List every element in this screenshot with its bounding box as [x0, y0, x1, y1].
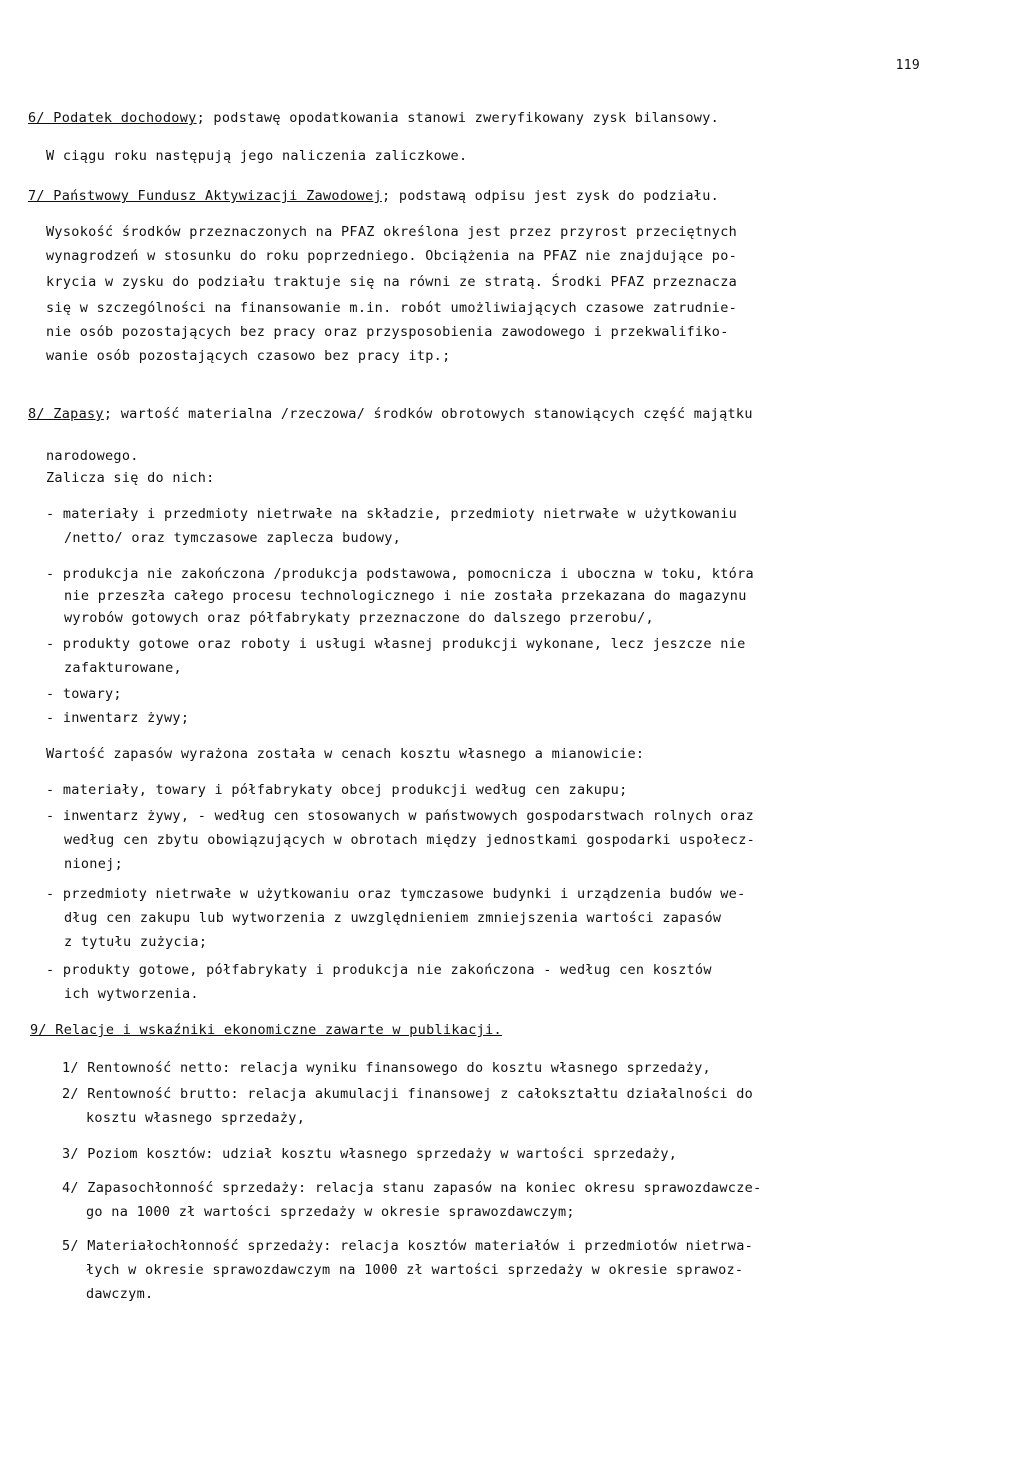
sec7-line5: się w szczególności na finansowanie m.in. robót umożliwiających czasowe zatrudnie- — [46, 300, 738, 316]
sec6-label: 6/ Podatek dochodowy — [28, 110, 197, 126]
sec6-text1: ; podstawę opodatkowania stanowi zweryfikowany zysk bilansowy. — [196, 110, 720, 126]
sec6-line1 — [28, 108, 719, 128]
sec8-bullet5: - inwentarz żywy; — [46, 710, 190, 726]
sec8-valuation3b: dług cen zakupu lub wytworzenia z uwzględnieniem zmniejszenia wartości zapasów — [64, 910, 722, 926]
sec7-line2: Wysokość środków przeznaczonych na PFAZ określona jest przez przyrost przeciętnych — [46, 224, 738, 240]
sec8-bullet1b: /netto/ oraz tymczasowe zaplecza budowy, — [64, 530, 402, 546]
sec8-valuation4a: - produkty gotowe, półfabrykaty i produkcja nie zakończona - według cen kosztów — [46, 962, 712, 978]
sec7-text1: ; podstawą odpisu jest zysk do podziału. — [381, 188, 720, 204]
sec6-line2: W ciągu roku następują jego naliczenia zaliczkowe. — [46, 148, 468, 164]
sec8-line1 — [28, 404, 753, 424]
sec9-item5a: 5/ Materiałochłonność sprzedaży: relacja kosztów materiałów i przedmiotów nietrwa- — [62, 1238, 754, 1254]
sec9-item5c: dawczym. — [86, 1286, 154, 1302]
sec8-valuation4b: ich wytworzenia. — [64, 986, 199, 1002]
sec8-bullet1a: - materiały i przedmioty nietrwałe na składzie, przedmioty nietrwałe w użytkowaniu — [46, 506, 738, 522]
sec7-line6: nie osób pozostających bez pracy oraz przysposobienia zawodowego i przekwalifiko- — [46, 324, 729, 340]
sec9-item4b: go na 1000 zł wartości sprzedaży w okresie sprawozdawczym; — [86, 1204, 575, 1220]
page-number: 119 — [895, 58, 920, 73]
sec7-label: 7/ Państwowy Fundusz Aktywizacji Zawodowej — [28, 188, 382, 204]
sec9-item3: 3/ Poziom kosztów: udział kosztu własnego sprzedaży w wartości sprzedaży, — [62, 1146, 678, 1162]
sec9-item1: 1/ Rentowność netto: relacja wyniku finansowego do kosztu własnego sprzedaży, — [62, 1060, 711, 1076]
sec9-item5b: łych w okresie sprawozdawczym na 1000 zł wartości sprzedaży w okresie sprawoz- — [86, 1262, 744, 1278]
sec8-bullet2c: wyrobów gotowych oraz półfabrykaty przeznaczone do dalszego przerobu/, — [64, 610, 654, 626]
sec8-bullet3b: zafakturowane, — [64, 660, 182, 676]
sec7-line4: krycia w zysku do podziału traktuje się na równi ze stratą. Środki PFAZ przeznacza — [46, 274, 738, 290]
sec8-valuation3a: - przedmioty nietrwałe w użytkowaniu oraz tymczasowe budynki i urządzenia budów we- — [46, 886, 746, 902]
sec8-valuation2c: nionej; — [64, 856, 123, 872]
sec7-line7: wanie osób pozostających czasowo bez pracy itp.; — [46, 348, 451, 364]
sec9-item2a: 2/ Rentowność brutto: relacja akumulacji finansowej z całokształtu działalności do — [62, 1086, 754, 1102]
sec8-valuation3c: z tytułu zużycia; — [64, 934, 208, 950]
sec8-valuation2a: - inwentarz żywy, - według cen stosowanych w państwowych gospodarstwach rolnych oraz — [46, 808, 754, 824]
sec9-item4a: 4/ Zapasochłonność sprzedaży: relacja stanu zapasów na koniec okresu sprawozdawcze- — [62, 1180, 762, 1196]
sec8-line2: narodowego. — [46, 448, 139, 464]
sec8-bullet4: - towary; — [46, 686, 122, 702]
sec8-valuation1: - materiały, towary i półfabrykaty obcej produkcji według cen zakupu; — [46, 782, 628, 798]
sec8-valuation2b: według cen zbytu obowiązujących w obrotach między jednostkami gospodarki uspołecz- — [64, 832, 756, 848]
sec8-line3: Zalicza się do nich: — [46, 470, 215, 486]
sec8-bullet2a: - produkcja nie zakończona /produkcja podstawowa, pomocnicza i uboczna w toku, która — [46, 566, 754, 582]
sec8-bullet2b: nie przeszła całego procesu technologicznego i nie została przekazana do magazynu — [64, 588, 747, 604]
sec8-label: 8/ Zapasy — [28, 406, 104, 422]
sec8-bullet3a: - produkty gotowe oraz roboty i usługi własnej produkcji wykonane, lecz jeszcze nie — [46, 636, 746, 652]
sec7-line1 — [28, 186, 719, 206]
sec8-valuation-intro: Wartość zapasów wyrażona została w cenach kosztu własnego a mianowicie: — [46, 746, 645, 762]
sec9-item2b: kosztu własnego sprzedaży, — [86, 1110, 306, 1126]
sec8-text1: ; wartość materialna /rzeczowa/ środków obrotowych stanowiących część majątku — [103, 406, 753, 422]
sec7-line3: wynagrodzeń w stosunku do roku poprzedniego. Obciążenia na PFAZ nie znajdujące po- — [46, 248, 738, 264]
sec9-heading: 9/ Relacje i wskaźniki ekonomiczne zawarte w publikacji. — [30, 1022, 502, 1038]
